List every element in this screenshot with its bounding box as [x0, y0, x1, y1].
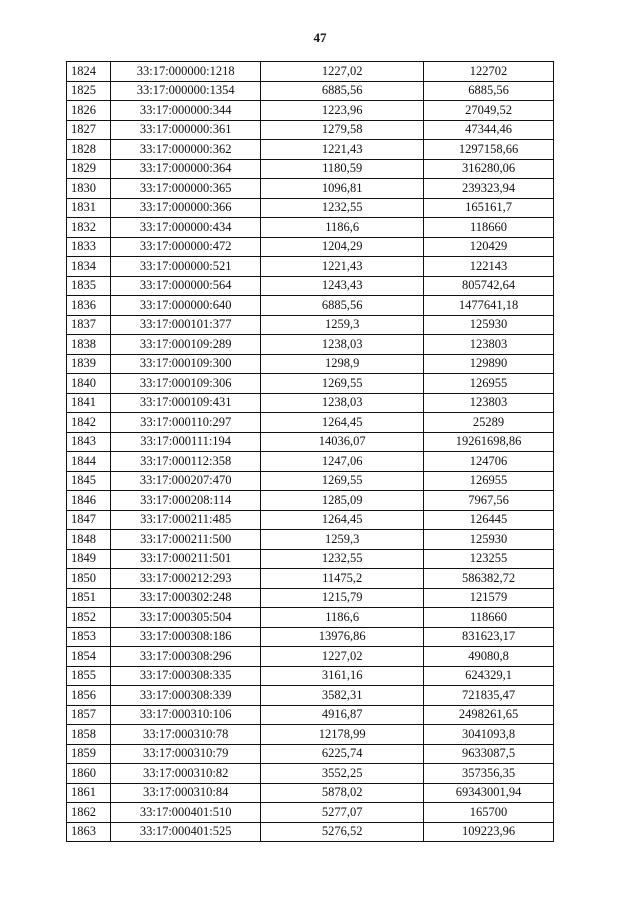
- row-number-cell: 1825: [67, 81, 111, 101]
- area-cell: 11475,2: [261, 569, 424, 589]
- row-number-cell: 1850: [67, 569, 111, 589]
- area-cell: 12178,99: [261, 725, 424, 745]
- cost-cell: 49080,8: [424, 647, 554, 667]
- area-cell: 1096,81: [261, 179, 424, 199]
- cost-cell: 165700: [424, 803, 554, 823]
- area-cell: 1180,59: [261, 159, 424, 179]
- row-number-cell: 1863: [67, 822, 111, 842]
- table-row: [67, 432, 554, 452]
- table-row: [67, 81, 554, 101]
- table-row: [67, 257, 554, 277]
- cost-cell: 239323,94: [424, 179, 554, 199]
- cost-cell: 624329,1: [424, 666, 554, 686]
- row-number-cell: 1858: [67, 725, 111, 745]
- row-number-cell: 1860: [67, 764, 111, 784]
- cost-cell: 586382,72: [424, 569, 554, 589]
- land-parcel-table: [66, 61, 554, 842]
- cost-cell: 129890: [424, 354, 554, 374]
- row-number-cell: 1827: [67, 120, 111, 140]
- area-cell: 1238,03: [261, 393, 424, 413]
- row-number-cell: 1844: [67, 452, 111, 472]
- row-number-cell: 1849: [67, 549, 111, 569]
- area-cell: 1247,06: [261, 452, 424, 472]
- row-number-cell: 1847: [67, 510, 111, 530]
- area-cell: 1279,58: [261, 120, 424, 140]
- row-number-cell: 1834: [67, 257, 111, 277]
- table-row: [67, 783, 554, 803]
- area-cell: 1186,6: [261, 218, 424, 238]
- cadastral-number-cell: 33:17:000211:485: [110, 510, 260, 530]
- cost-cell: 109223,96: [424, 822, 554, 842]
- cost-cell: 7967,56: [424, 491, 554, 511]
- cadastral-number-cell: 33:17:000208:114: [110, 491, 260, 511]
- area-cell: 1204,29: [261, 237, 424, 257]
- table-row: [67, 354, 554, 374]
- row-number-cell: 1839: [67, 354, 111, 374]
- cadastral-number-cell: 33:17:000000:1218: [110, 62, 260, 82]
- table-row: [67, 159, 554, 179]
- table-row: [67, 627, 554, 647]
- table-row: [67, 120, 554, 140]
- area-cell: 1232,55: [261, 198, 424, 218]
- cadastral-number-cell: 33:17:000000:365: [110, 179, 260, 199]
- cost-cell: 126955: [424, 471, 554, 491]
- area-cell: 1259,3: [261, 530, 424, 550]
- cadastral-number-cell: 33:17:000310:106: [110, 705, 260, 725]
- cost-cell: 69343001,94: [424, 783, 554, 803]
- table-row: [67, 276, 554, 296]
- area-cell: 1215,79: [261, 588, 424, 608]
- cost-cell: 125930: [424, 315, 554, 335]
- row-number-cell: 1842: [67, 413, 111, 433]
- cost-cell: 123803: [424, 393, 554, 413]
- cost-cell: 124706: [424, 452, 554, 472]
- table-row: [67, 315, 554, 335]
- table-row: [67, 510, 554, 530]
- table-row: [67, 101, 554, 121]
- cost-cell: 721835,47: [424, 686, 554, 706]
- cost-cell: 25289: [424, 413, 554, 433]
- table-row: [67, 218, 554, 238]
- area-cell: 1298,9: [261, 354, 424, 374]
- cost-cell: 316280,06: [424, 159, 554, 179]
- cost-cell: 122702: [424, 62, 554, 82]
- cost-cell: 126445: [424, 510, 554, 530]
- cadastral-number-cell: 33:17:000112:358: [110, 452, 260, 472]
- row-number-cell: 1855: [67, 666, 111, 686]
- row-number-cell: 1859: [67, 744, 111, 764]
- table-row: [67, 764, 554, 784]
- cost-cell: 47344,46: [424, 120, 554, 140]
- cost-cell: 1477641,18: [424, 296, 554, 316]
- area-cell: 3552,25: [261, 764, 424, 784]
- cadastral-number-cell: 33:17:000310:82: [110, 764, 260, 784]
- table-row: [67, 393, 554, 413]
- area-cell: 1269,55: [261, 374, 424, 394]
- row-number-cell: 1852: [67, 608, 111, 628]
- table-row: [67, 744, 554, 764]
- table-row: [67, 335, 554, 355]
- row-number-cell: 1848: [67, 530, 111, 550]
- area-cell: 6885,56: [261, 81, 424, 101]
- row-number-cell: 1862: [67, 803, 111, 823]
- row-number-cell: 1824: [67, 62, 111, 82]
- row-number-cell: 1836: [67, 296, 111, 316]
- cost-cell: 121579: [424, 588, 554, 608]
- row-number-cell: 1856: [67, 686, 111, 706]
- table-row: [67, 452, 554, 472]
- table-row: [67, 140, 554, 160]
- cadastral-number-cell: 33:17:000310:79: [110, 744, 260, 764]
- row-number-cell: 1829: [67, 159, 111, 179]
- page-number: 47: [313, 30, 327, 45]
- cadastral-number-cell: 33:17:000109:300: [110, 354, 260, 374]
- row-number-cell: 1845: [67, 471, 111, 491]
- area-cell: 1186,6: [261, 608, 424, 628]
- cadastral-number-cell: 33:17:000000:344: [110, 101, 260, 121]
- area-cell: 13976,86: [261, 627, 424, 647]
- cadastral-number-cell: 33:17:000305:504: [110, 608, 260, 628]
- row-number-cell: 1843: [67, 432, 111, 452]
- cadastral-number-cell: 33:17:000000:362: [110, 140, 260, 160]
- row-number-cell: 1846: [67, 491, 111, 511]
- table-row: [67, 705, 554, 725]
- table-row: [67, 530, 554, 550]
- cadastral-number-cell: 33:17:000000:361: [110, 120, 260, 140]
- row-number-cell: 1841: [67, 393, 111, 413]
- area-cell: 1227,02: [261, 647, 424, 667]
- area-cell: 1232,55: [261, 549, 424, 569]
- area-cell: 1238,03: [261, 335, 424, 355]
- cadastral-number-cell: 33:17:000000:1354: [110, 81, 260, 101]
- cost-cell: 118660: [424, 608, 554, 628]
- cost-cell: 357356,35: [424, 764, 554, 784]
- row-number-cell: 1832: [67, 218, 111, 238]
- row-number-cell: 1854: [67, 647, 111, 667]
- cadastral-number-cell: 33:17:000310:84: [110, 783, 260, 803]
- cadastral-number-cell: 33:17:000308:296: [110, 647, 260, 667]
- area-cell: 1227,02: [261, 62, 424, 82]
- row-number-cell: 1851: [67, 588, 111, 608]
- row-number-cell: 1830: [67, 179, 111, 199]
- table-row: [67, 413, 554, 433]
- cadastral-number-cell: 33:17:000109:431: [110, 393, 260, 413]
- cadastral-number-cell: 33:17:000109:306: [110, 374, 260, 394]
- row-number-cell: 1837: [67, 315, 111, 335]
- cadastral-number-cell: 33:17:000308:186: [110, 627, 260, 647]
- cadastral-number-cell: 33:17:000000:521: [110, 257, 260, 277]
- cost-cell: 27049,52: [424, 101, 554, 121]
- table-row: [67, 62, 554, 82]
- row-number-cell: 1840: [67, 374, 111, 394]
- table-row: [67, 374, 554, 394]
- area-cell: 5277,07: [261, 803, 424, 823]
- area-cell: 1221,43: [261, 257, 424, 277]
- area-cell: 1223,96: [261, 101, 424, 121]
- cadastral-number-cell: 33:17:000308:335: [110, 666, 260, 686]
- area-cell: 1264,45: [261, 413, 424, 433]
- cadastral-number-cell: 33:17:000110:297: [110, 413, 260, 433]
- cadastral-number-cell: 33:17:000111:194: [110, 432, 260, 452]
- area-cell: 3161,16: [261, 666, 424, 686]
- row-number-cell: 1833: [67, 237, 111, 257]
- table-row: [67, 608, 554, 628]
- cost-cell: 123803: [424, 335, 554, 355]
- cadastral-number-cell: 33:17:000212:293: [110, 569, 260, 589]
- cost-cell: 165161,7: [424, 198, 554, 218]
- cadastral-number-cell: 33:17:000000:434: [110, 218, 260, 238]
- area-cell: 3582,31: [261, 686, 424, 706]
- cadastral-number-cell: 33:17:000000:472: [110, 237, 260, 257]
- cadastral-number-cell: 33:17:000000:564: [110, 276, 260, 296]
- cadastral-number-cell: 33:17:000401:525: [110, 822, 260, 842]
- cadastral-number-cell: 33:17:000101:377: [110, 315, 260, 335]
- cadastral-number-cell: 33:17:000211:501: [110, 549, 260, 569]
- row-number-cell: 1838: [67, 335, 111, 355]
- cost-cell: 1297158,66: [424, 140, 554, 160]
- table-row: [67, 666, 554, 686]
- cadastral-number-cell: 33:17:000308:339: [110, 686, 260, 706]
- cost-cell: 19261698,86: [424, 432, 554, 452]
- row-number-cell: 1835: [67, 276, 111, 296]
- row-number-cell: 1831: [67, 198, 111, 218]
- cadastral-number-cell: 33:17:000109:289: [110, 335, 260, 355]
- area-cell: 1285,09: [261, 491, 424, 511]
- table-row: [67, 569, 554, 589]
- table-row: [67, 725, 554, 745]
- table-row: [67, 549, 554, 569]
- table-row: [67, 296, 554, 316]
- cadastral-number-cell: 33:17:000211:500: [110, 530, 260, 550]
- row-number-cell: 1861: [67, 783, 111, 803]
- cost-cell: 126955: [424, 374, 554, 394]
- cadastral-number-cell: 33:17:000207:470: [110, 471, 260, 491]
- table-row: [67, 471, 554, 491]
- cost-cell: 3041093,8: [424, 725, 554, 745]
- area-cell: 1221,43: [261, 140, 424, 160]
- cost-cell: 123255: [424, 549, 554, 569]
- area-cell: 6885,56: [261, 296, 424, 316]
- table-row: [67, 179, 554, 199]
- cadastral-number-cell: 33:17:000310:78: [110, 725, 260, 745]
- cost-cell: 805742,64: [424, 276, 554, 296]
- cost-cell: 120429: [424, 237, 554, 257]
- area-cell: 4916,87: [261, 705, 424, 725]
- table-row: [67, 686, 554, 706]
- table-row: [67, 822, 554, 842]
- area-cell: 1269,55: [261, 471, 424, 491]
- cadastral-number-cell: 33:17:000000:364: [110, 159, 260, 179]
- row-number-cell: 1857: [67, 705, 111, 725]
- cadastral-number-cell: 33:17:000000:366: [110, 198, 260, 218]
- area-cell: 1259,3: [261, 315, 424, 335]
- table-row: [67, 198, 554, 218]
- cost-cell: 2498261,65: [424, 705, 554, 725]
- area-cell: 5276,52: [261, 822, 424, 842]
- table-body: [67, 62, 554, 842]
- table-row: [67, 803, 554, 823]
- cost-cell: 118660: [424, 218, 554, 238]
- cost-cell: 6885,56: [424, 81, 554, 101]
- row-number-cell: 1828: [67, 140, 111, 160]
- area-cell: 6225,74: [261, 744, 424, 764]
- row-number-cell: 1826: [67, 101, 111, 121]
- table-row: [67, 647, 554, 667]
- row-number-cell: 1853: [67, 627, 111, 647]
- table-row: [67, 588, 554, 608]
- cost-cell: 122143: [424, 257, 554, 277]
- cadastral-number-cell: 33:17:000401:510: [110, 803, 260, 823]
- table-row: [67, 491, 554, 511]
- cost-cell: 125930: [424, 530, 554, 550]
- area-cell: 1264,45: [261, 510, 424, 530]
- cadastral-number-cell: 33:17:000000:640: [110, 296, 260, 316]
- cadastral-number-cell: 33:17:000302:248: [110, 588, 260, 608]
- area-cell: 1243,43: [261, 276, 424, 296]
- area-cell: 5878,02: [261, 783, 424, 803]
- cost-cell: 831623,17: [424, 627, 554, 647]
- area-cell: 14036,07: [261, 432, 424, 452]
- cost-cell: 9633087,5: [424, 744, 554, 764]
- table-row: [67, 237, 554, 257]
